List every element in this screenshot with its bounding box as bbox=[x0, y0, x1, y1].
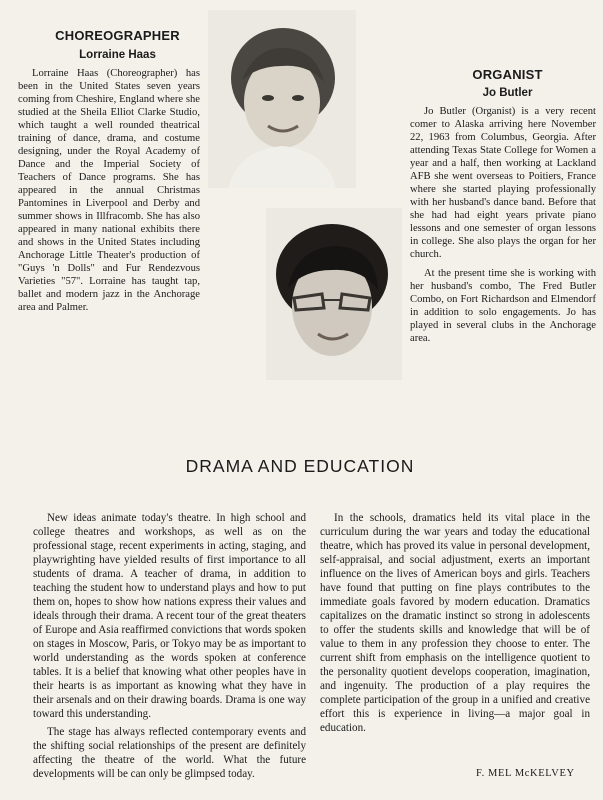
organist-bio bbox=[410, 105, 596, 345]
choreographer-bio bbox=[18, 67, 200, 314]
article-left-paragraph-1: New ideas animate today's theatre. In high school and college theatres and workshops, as well as on the professional stage, recent experiments in acting, staging, and playwrighting have yielded results of first importance to all students of drama. A teacher of drama, in addition to teaching the student how to understand plays and how to put them on, hopes to show how nations express their values and ideals through their drama. A recent tour of the great theaters of Europe and Asia reaffirmed convictions that words spoken on stages in Moscow, Paris, or Tokyo may be as important to world understanding as the words spoken at conference tables. It is a belief that knowing what other peoples have in their hearts is as important as knowing what they have in their arsenals and on their drawing boards. Drama is one way toward this understanding. bbox=[33, 512, 306, 720]
article-left-column bbox=[33, 511, 306, 781]
choreographer-heading: CHOREOGRAPHER bbox=[55, 28, 180, 43]
article-left-paragraph-2: The stage has always reflected contemporary events and the shifting social relationships of the present are definitely affecting the theatre of the world. What the future developments will be can only be glimpsed today. bbox=[33, 726, 306, 780]
article-signature: F. MEL McKELVEY bbox=[476, 768, 575, 779]
article-title: DRAMA AND EDUCATION bbox=[185, 456, 415, 476]
article-right-column bbox=[320, 511, 590, 735]
organist-photo bbox=[266, 208, 402, 380]
choreographer-name: Lorraine Haas bbox=[79, 49, 156, 61]
portrait-choreographer bbox=[208, 10, 356, 188]
organist-bio-paragraph-1: Jo Butler (Organist) is a very recent comer to Alaska arriving here November 22, 1963 from Columbus, Georgia. After attending Texas State College for Women a year and a half, then working at Lackland AFB she went overseas to Poitiers, France where she started playing professionally with her husband's dance band. Before that she had had eight years private piano lessons and one semester of organ lessons in college. She also plays the organ for her church. bbox=[410, 106, 596, 260]
choreographer-photo bbox=[208, 10, 356, 188]
organist-heading: ORGANIST bbox=[472, 67, 543, 82]
article-right-paragraph-1: In the schools, dramatics held its vital place in the curriculum during the war years and today the educational theatre, which has proved its value in personal development, self-appraisal, and social adjustment, exerts an important influence on the lives of American boys and girls. Teachers have found that putting on fine plays contributes to the immediate goals favored by modern education. Dramatics capitalizes on the dramatic instinct so strong in adolescents to offer the students skills and knowledge that will be of value to them in any profession they choose to enter. The current shift from emphasis on the intelligence quotient to the personality quotient develops cooperation, imagination, and ingenuity. The production of a play requires the complete participation of the group in a unified and creative effort this is experience in living—a major goal in education. bbox=[320, 512, 590, 734]
organist-bio-paragraph-2: At the present time she is working with her husband's combo, The Fred Butler Combo, on Fort Richardson and Elmendorf in addition to solo engagements. Jo has played in several clubs in the Anchorage area. bbox=[410, 268, 596, 344]
portrait-organist bbox=[266, 208, 402, 380]
choreographer-bio-text: Lorraine Haas (Choreographer) has been in the United States seven years coming from Cheshire, England where she studied at the Sheila Elliot Clarke Studio, which taught a well rounded theatrical training of dance, drama, and costume designing, under the Royal Academy of Dance and the Imperial Society of Teachers of Dance programs. She has appeared in the annual Christmas Pantomines in Liverpool and Derby and summer shows in Illfracomb. She has also appeared in many national exhibits there and shows in the United States including Anchorage Little Theater's production of "Guys 'n Dolls" and Fur Rendezvous Varieties "57". Lorraine has taught tap, ballet and modern jazz in the Anchorage area and Palmer. bbox=[18, 68, 200, 313]
organist-name: Jo Butler bbox=[482, 87, 533, 99]
